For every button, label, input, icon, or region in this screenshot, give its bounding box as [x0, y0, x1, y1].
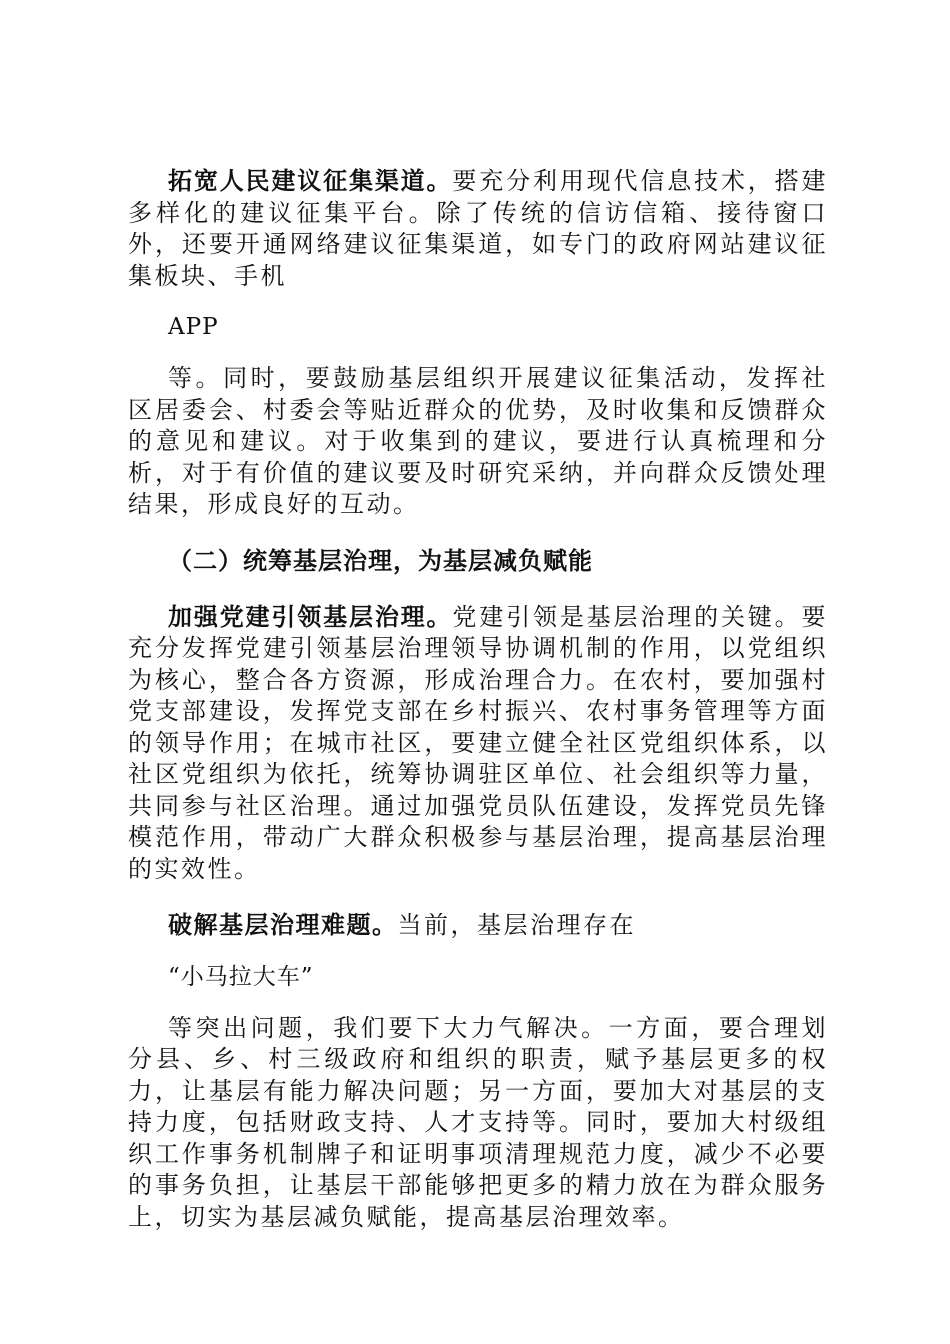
paragraph-lead: 破解基层治理难题。 [168, 911, 398, 939]
paragraph-governance-problems [128, 910, 828, 942]
paragraph-body: 当前，基层治理存在 [397, 911, 636, 939]
paragraph-lead: 加强党建引领基层治理。 [168, 602, 453, 631]
paragraph-continuation: 等突出问题，我们要下大力气解决。一方面，要合理划分县、乡、村三级政府和组织的职责，赋予基层更多的权力，让基层有能力解决问题；另一方面，要加大对基层的支持力度，包括财政支持、人才支持等。同时，要加大村级组织工作事务机制牌子和证明事项清理规范力度，减少不必要的事务负担，让基层干部能够把更多的精力放在为群众服务上，切实为基层减负赋能，提高基层治理效率。 [128, 1013, 828, 1231]
document-page [128, 166, 828, 1233]
paragraph-body: 党建引领是基层治理的关键。要充分发挥党建引领基层治理领导协调机制的作用，以党组织为核心，整合各方资源，形成治理合力。在农村，要加强村党支部建设，发挥党支部在乡村振兴、农村事务管理等方面的领导作用；在城市社区，要建立健全社区党组织体系，以社区党组织为依托，统筹协调驻区单位、社会组织等力量，共同参与社区治理。通过加强党员队伍建设，发挥党员先锋模范作用，带动广大群众积极参与基层治理，提高基层治理的实效性。 [128, 602, 829, 883]
paragraph-suggestion-channels [128, 166, 828, 292]
section-heading: （二）统筹基层治理，为基层减负赋能 [168, 546, 593, 575]
quote-text: “小马拉大车” [168, 963, 314, 990]
paragraph-continuation: 等。同时，要鼓励基层组织开展建议征集活动，发挥社区居委会、村委会等贴近群众的优势，及时收集和反馈群众的意见和建议。对于收集到的建议，要进行认真梳理和分析，对于有价值的建议要及时研究采纳，并向群众反馈处理结果，形成良好的互动。 [128, 364, 828, 518]
app-text: APP [168, 314, 219, 340]
paragraph-body: 要充分利用现代信息技术，搭建多样化的建议征集平台。除了传统的信访信箱、接待窗口外，还要开通网络建议征集渠道，如专门的政府网站建议征集板块、手机 [128, 167, 829, 290]
paragraph-party-building [128, 602, 828, 886]
paragraph-lead: 拓宽人民建议征集渠道。 [168, 167, 453, 195]
